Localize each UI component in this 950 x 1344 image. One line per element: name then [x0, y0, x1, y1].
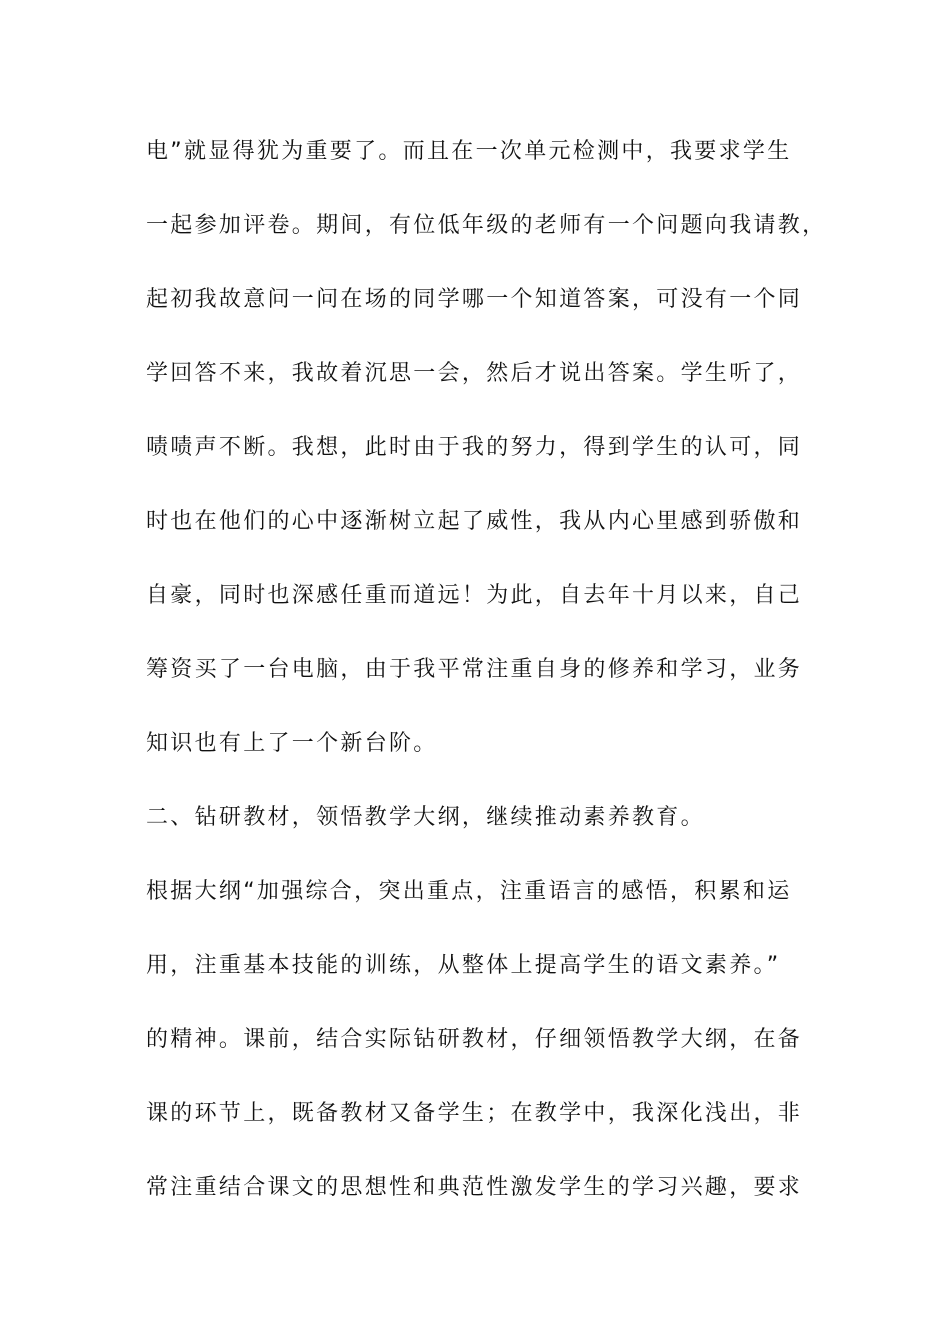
paragraph-line-12: 用，注重基本技能的训练，从整体上提高学生的语文素养。”: [146, 953, 781, 978]
paragraph-line-5: 啧啧声不断。我想，此时由于我的努力，得到学生的认可，同: [146, 435, 803, 460]
paragraph-line-9: 知识也有上了一个新台阶。: [146, 731, 438, 756]
paragraph-line-2: 一起参加评卷。期间，有位低年级的老师有一个问题向我请教，: [146, 213, 827, 238]
paragraph-line-8: 筹资买了一台电脑，由于我平常注重自身的修养和学习，业务: [146, 657, 803, 682]
paragraph-line-7: 自豪，同时也深感任重而道远！为此，自去年十月以来，自己: [146, 583, 803, 608]
paragraph-line-13: 的精神。课前，结合实际钻研教材，仔细领悟教学大纲，在备: [146, 1027, 803, 1052]
paragraph-line-1: 电”就显得犹为重要了。而且在一次单元检测中，我要求学生: [146, 139, 792, 164]
paragraph-line-4: 学回答不来，我故着沉思一会，然后才说出答案。学生听了，: [146, 361, 803, 386]
paragraph-line-14: 课的环节上，既备教材又备学生；在教学中，我深化浅出，非: [146, 1101, 803, 1126]
paragraph-line-15: 常注重结合课文的思想性和典范性激发学生的学习兴趣，要求: [146, 1175, 803, 1200]
paragraph-line-11: 根据大纲“加强综合，突出重点，注重语言的感悟，积累和运: [146, 879, 792, 904]
section-heading: 二、钻研教材，领悟教学大纲，继续推动素养教育。: [146, 805, 705, 830]
paragraph-line-3: 起初我故意问一问在场的同学哪一个知道答案，可没有一个同: [146, 287, 803, 312]
paragraph-line-6: 时也在他们的心中逐渐树立起了威性，我从内心里感到骄傲和: [146, 509, 803, 534]
